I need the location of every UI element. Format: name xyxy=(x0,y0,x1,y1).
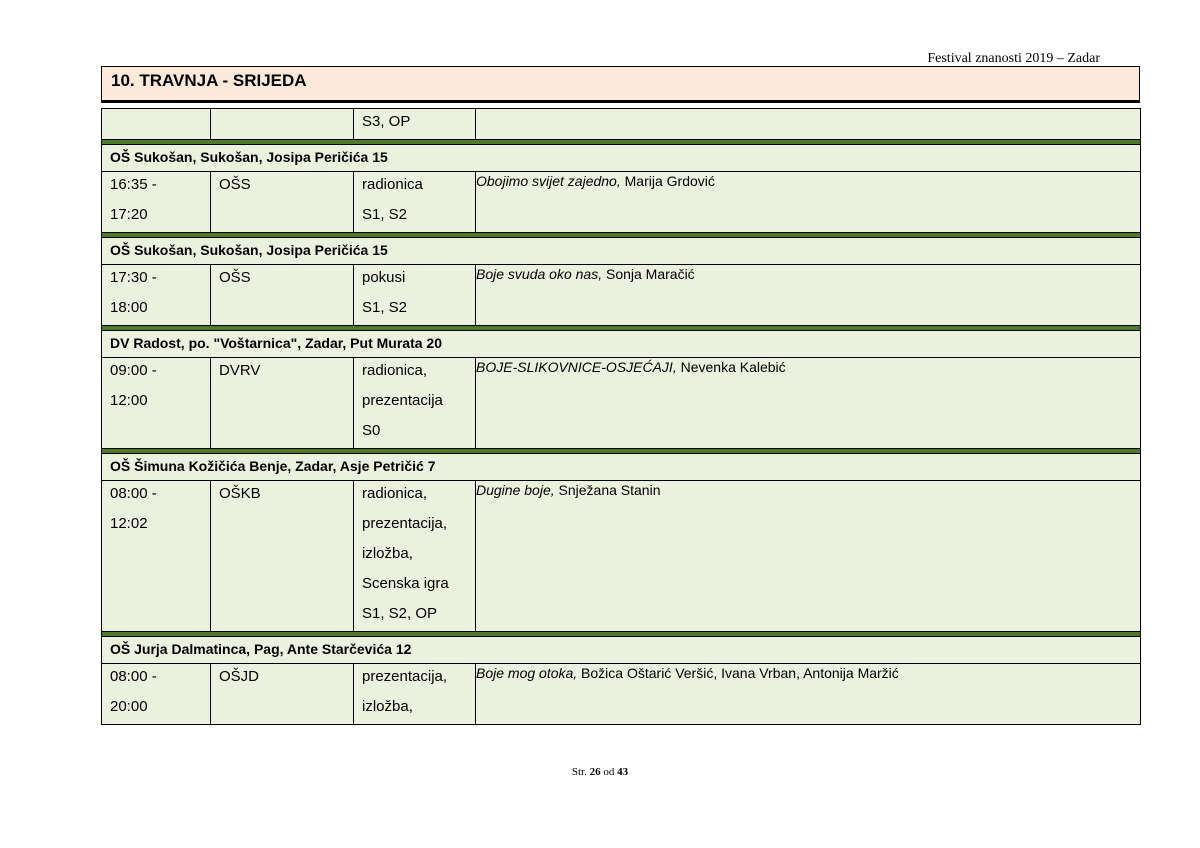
event-row xyxy=(102,358,1141,449)
code-cell xyxy=(211,664,354,725)
venue-row xyxy=(102,331,1141,358)
event-cell xyxy=(476,109,1141,140)
code-text: OŠJD xyxy=(219,668,260,685)
time-cell xyxy=(102,481,211,632)
code-text: OŠS xyxy=(219,269,251,286)
code-text xyxy=(211,109,353,139)
type-cell-line: radionica, xyxy=(362,485,428,502)
event-cell xyxy=(476,172,1141,233)
event-cell xyxy=(476,358,1141,449)
time-cell xyxy=(102,172,211,233)
day-title: 10. TRAVNJA - SRIJEDA xyxy=(111,71,307,90)
event-row xyxy=(102,664,1141,725)
time-cell-line: 09:00 - xyxy=(110,362,157,379)
event-title: Obojimo svijet zajedno, xyxy=(476,173,621,189)
venue-name: OŠ Sukošan, Sukošan, Josipa Peričića 15 xyxy=(102,238,1141,265)
page-footer xyxy=(0,766,1200,778)
time-cell xyxy=(102,664,211,725)
time-cell xyxy=(102,265,211,326)
event-authors: Sonja Maračić xyxy=(602,266,695,282)
type-cell xyxy=(354,664,476,725)
type-cell-line: prezentacija xyxy=(362,392,443,409)
time-cell xyxy=(102,358,211,449)
event-title: Boje svuda oko nas, xyxy=(476,266,603,282)
time-cell-line: 12:00 xyxy=(110,392,148,409)
schedule-table xyxy=(101,108,1141,725)
day-banner xyxy=(101,66,1140,103)
code-text: OŠS xyxy=(219,176,251,193)
type-cell-line: S1, S2 xyxy=(362,206,408,223)
time-cell-line: 20:00 xyxy=(110,698,148,715)
type-cell xyxy=(354,265,476,326)
time-cell-line xyxy=(102,109,210,139)
code-text: OŠKB xyxy=(219,485,261,502)
type-cell-line: izložba, xyxy=(362,545,413,562)
footer-middle: od xyxy=(600,766,618,778)
code-cell xyxy=(211,265,354,326)
venue-row xyxy=(102,637,1141,664)
type-cell xyxy=(354,358,476,449)
event-row xyxy=(102,265,1141,326)
event-cell xyxy=(476,481,1141,632)
type-cell-line: prezentacija, xyxy=(362,515,448,532)
event-title: Dugine boje, xyxy=(476,482,555,498)
time-cell-line: 17:20 xyxy=(110,206,148,223)
event-authors: Marija Grdović xyxy=(620,173,715,189)
type-cell-line: S1, S2 xyxy=(362,299,408,316)
event-title: BOJE-SLIKOVNICE-OSJEĆAJI, xyxy=(476,359,677,375)
venue-name: OŠ Šimuna Kožičića Benje, Zadar, Asje Petričić 7 xyxy=(102,454,1141,481)
time-cell-line: 16:35 - xyxy=(110,176,157,193)
type-cell-line: S3, OP xyxy=(362,113,411,130)
venue-name: OŠ Jurja Dalmatinca, Pag, Ante Starčevića 12 xyxy=(102,637,1141,664)
time-cell xyxy=(102,109,211,140)
time-cell-line: 17:30 - xyxy=(110,269,157,286)
venue-row xyxy=(102,145,1141,172)
footer-page-number: 26 xyxy=(589,766,601,778)
code-cell xyxy=(211,109,354,140)
type-cell xyxy=(354,172,476,233)
type-cell-line: S1, S2, OP xyxy=(362,605,438,622)
event-authors: Snježana Stanin xyxy=(554,482,661,498)
code-cell xyxy=(211,481,354,632)
code-cell xyxy=(211,172,354,233)
continuation-row xyxy=(102,109,1141,140)
venue-name: DV Radost, po. "Voštarnica", Zadar, Put Murata 20 xyxy=(102,331,1141,358)
type-cell-line: prezentacija, xyxy=(362,668,448,685)
code-cell xyxy=(211,358,354,449)
event-title: Boje mog otoka, xyxy=(476,665,578,681)
time-cell-line: 12:02 xyxy=(110,515,148,532)
type-cell-line: radionica, xyxy=(362,362,428,379)
venue-row xyxy=(102,454,1141,481)
venue-row xyxy=(102,238,1141,265)
footer-prefix: Str. xyxy=(571,766,590,778)
running-head: Festival znanosti 2019 – Zadar xyxy=(927,51,1100,66)
event-authors: Nevenka Kalebić xyxy=(676,359,786,375)
event-cell xyxy=(476,664,1141,725)
type-cell-line: Scenska igra xyxy=(362,575,449,592)
code-text: DVRV xyxy=(219,362,261,379)
time-cell-line: 18:00 xyxy=(110,299,148,316)
time-cell-line: 08:00 - xyxy=(110,668,157,685)
type-cell-line: izložba, xyxy=(362,698,413,715)
time-cell-line: 08:00 - xyxy=(110,485,157,502)
event-cell xyxy=(476,265,1141,326)
footer-page-total: 43 xyxy=(617,766,629,778)
event-authors: Božica Oštarić Veršić, Ivana Vrban, Antonija Maržić xyxy=(577,665,899,681)
event-row xyxy=(102,172,1141,233)
event-row xyxy=(102,481,1141,632)
type-cell-line: radionica xyxy=(362,176,423,193)
type-cell-line: pokusi xyxy=(362,269,406,286)
venue-name: OŠ Sukošan, Sukošan, Josipa Peričića 15 xyxy=(102,145,1141,172)
type-cell-line: S0 xyxy=(362,422,381,439)
type-cell xyxy=(354,481,476,632)
type-cell xyxy=(354,109,476,140)
